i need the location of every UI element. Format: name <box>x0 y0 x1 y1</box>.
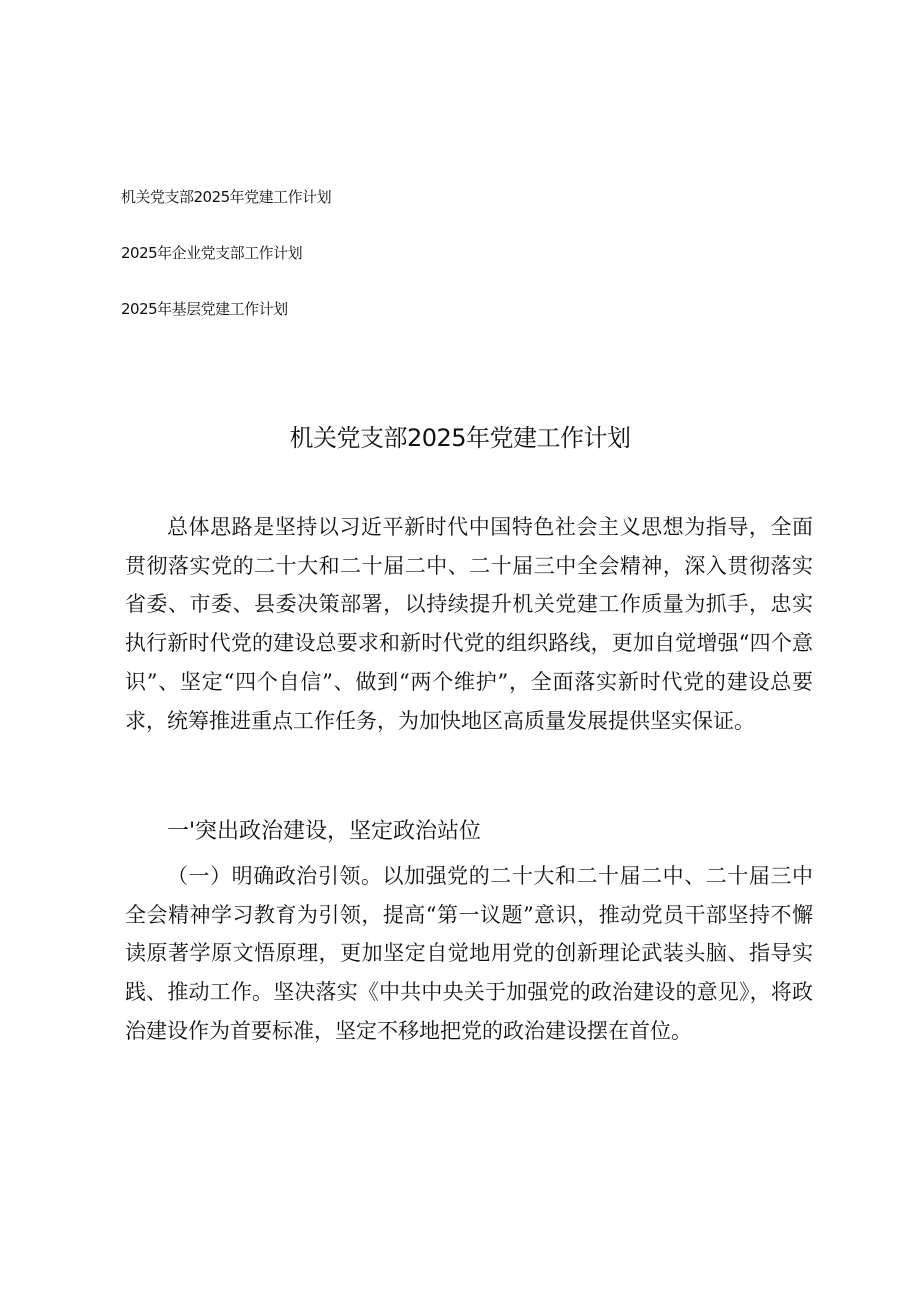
toc-item-agency-plan: 机关党支部2025年党建工作计划 <box>121 188 332 206</box>
political-guidance-paragraph: （一）明确政治引领。以加强党的二十大和二十届二中、二十届三中全会精神学习教育为引领，提高“第一议题”意识，推动党员干部坚持不懈读原著学原文悟原理，更加坚定自觉地用党的创新理论武装头脑、指导实践、推动工作。坚决落实《中共中央关于加强党的政治建设的意见》，将政治建设作为首要标准，坚定不移地把党的政治建设摆在首位。 <box>125 864 813 1043</box>
section-heading-1: 一'突出政治建设，坚定政治站位 <box>167 819 482 844</box>
intro-paragraph: 总体思路是坚持以习近平新时代中国特色社会主义思想为指导，全面贯彻落实党的二十大和二十届二中、二十届三中全会精神，深入贯彻落实省委、市委、县委决策部署，以持续提升机关党建工作质量为抓手，忠实执行新时代党的建设总要求和新时代党的组织路线，更加自觉增强“四个意识”、坚定“四个自信”、做到“两个维护”，全面落实新时代党的建设总要求，统筹推进重点工作任务，为加快地区高质量发展提供坚实保证。 <box>125 515 813 733</box>
table-of-contents <box>121 183 621 351</box>
toc-item-enterprise-plan: 2025年企业党支部工作计划 <box>121 244 303 262</box>
document-title: 机关党支部2025年党建工作计划 <box>289 424 631 452</box>
toc-item-grassroots-plan: 2025年基层党建工作计划 <box>121 300 288 318</box>
